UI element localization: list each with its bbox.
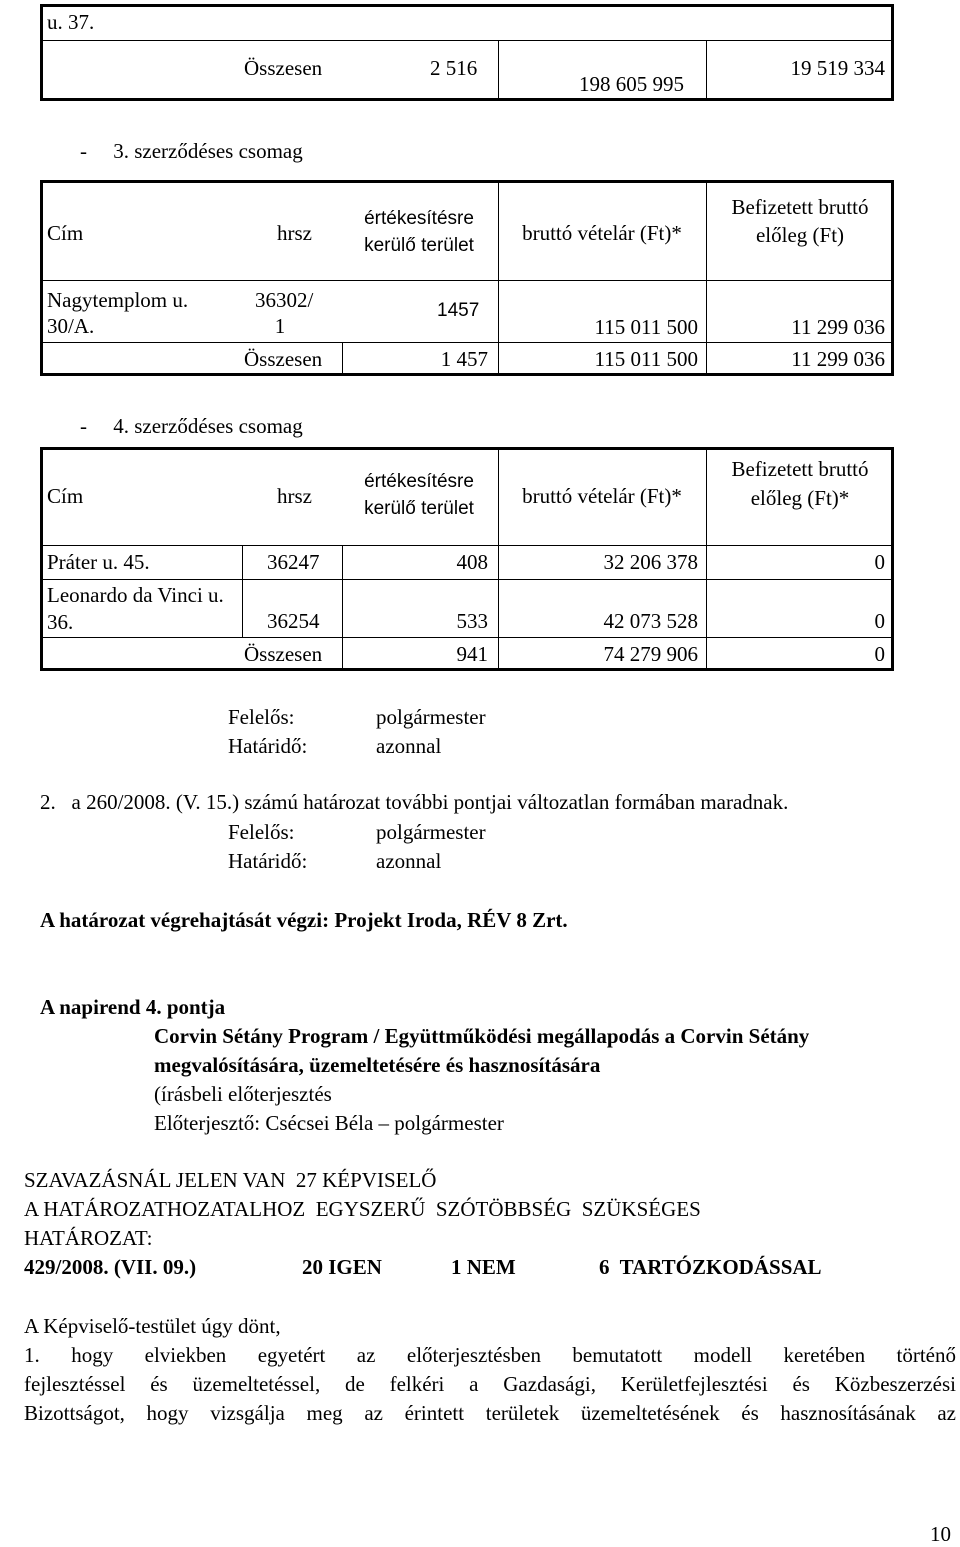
table-4-col-divider: [706, 447, 707, 671]
table-3-row-paid: 11 299 036: [791, 315, 885, 339]
table-3-col-divider: [706, 180, 707, 376]
body-line-1: 1. hogy elviekben egyetért az előterjesztésben bemutatott modell keretében történő: [24, 1343, 956, 1367]
table-3-header-address: Cím: [47, 221, 84, 245]
point-2-text: 2. a 260/2008. (V. 15.) számú határozat további pontjai változatlan formában maradnak.: [40, 790, 789, 814]
table-4-row-1-price: 32 206 378: [603, 550, 698, 574]
table-4-header-divider: [40, 545, 894, 546]
table-1-col-divider: [706, 40, 707, 101]
table-4-row-1-area: 408: [456, 550, 488, 574]
agenda-title-line-2: megvalósítására, üzemeltetésére és hasznosítására: [154, 1053, 601, 1077]
table-3-row-price: 115 011 500: [594, 315, 698, 339]
table-4-header-area: értékesítésre kerülő terület: [364, 471, 474, 519]
table-4-row-2-address: Leonardo da Vinci u. 36.: [47, 583, 224, 634]
page-number: 10: [930, 1522, 951, 1546]
body-intro: A Képviselő-testület úgy dönt,: [24, 1314, 281, 1338]
table-4-row-1-paid: 0: [874, 550, 885, 574]
executor-line: A határozat végrehajtását végzi: Projekt Iroda, RÉV 8 Zrt.: [40, 908, 568, 932]
table-3-row-area: 1457: [437, 300, 480, 321]
table-3-header-divider: [40, 280, 894, 281]
table-1-total-paid: 19 519 334: [790, 56, 885, 80]
table-3-header-paid: Befizetett bruttó előleg (Ft): [731, 195, 869, 247]
table-3-row-address: Nagytemplom u. 30/A.: [47, 288, 189, 338]
table-4-row-divider: [40, 579, 894, 580]
table-4-row-2-hrsz: 36254: [267, 609, 320, 633]
deadline-value: azonnal: [376, 734, 442, 758]
table-3-header-price: bruttó vételár (Ft)*: [522, 221, 682, 245]
table-4-total-paid: 0: [874, 642, 885, 666]
agenda-title-line-1: Corvin Sétány Program / Együttműködési megállapodás a Corvin Sétány: [154, 1024, 810, 1048]
table-3-total-area: 1 457: [440, 347, 488, 371]
table-4-col-divider: [242, 545, 243, 637]
table-4-total-label: Összesen: [244, 642, 323, 666]
decision-number: 429/2008. (VII. 09.): [24, 1255, 197, 1279]
table-1-total-price: 198 605 995: [579, 72, 684, 96]
deadline-value: azonnal: [376, 849, 442, 873]
table-3-total-label: Összesen: [244, 347, 323, 371]
table-3-total-price: 115 011 500: [594, 347, 698, 371]
agenda-presenter: Előterjesztő: Csécsei Béla – polgármester: [154, 1111, 504, 1135]
vote-yes: 20 IGEN: [302, 1255, 382, 1279]
table-1-total-area: 2 516: [430, 56, 478, 80]
table-3-col-divider: [498, 180, 499, 376]
table-4-row-2-paid: 0: [874, 609, 885, 633]
table-3-total-divider: [40, 342, 894, 343]
table-3-total-col-divider: [342, 342, 343, 376]
agenda-label: A napirend 4. pontja: [40, 995, 226, 1019]
vote-no: 1 NEM: [451, 1255, 516, 1279]
table-1-address-cell: u. 37.: [47, 10, 95, 34]
responsible-value: polgármester: [376, 820, 486, 844]
body-line-3: Bizottságot, hogy vizsgálja meg az érintett területek üzemeltetésének és hasznosításának az: [24, 1401, 956, 1425]
table-1: [40, 4, 894, 101]
section-4-heading: - 4. szerződéses csomag: [80, 414, 303, 438]
table-4-row-2-area: 533: [456, 609, 488, 633]
table-4-row-1-hrsz: 36247: [267, 550, 320, 574]
agenda-note: (írásbeli előterjesztés: [154, 1082, 332, 1106]
table-4-total-divider: [40, 637, 894, 638]
table-3-total-paid: 11 299 036: [791, 347, 885, 371]
vote-present: SZAVAZÁSNÁL JELEN VAN 27 KÉPVISELŐ: [24, 1168, 437, 1192]
table-4-header-hrsz: hrsz: [277, 484, 312, 508]
table-4-header-address: Cím: [47, 484, 84, 508]
table-3-header-area: értékesítésre kerülő terület: [364, 208, 474, 256]
table-4-total-price: 74 279 906: [603, 642, 698, 666]
table-1-total-label: Összesen: [244, 56, 323, 80]
table-4-col-divider: [342, 545, 343, 671]
section-3-heading: - 3. szerződéses csomag: [80, 139, 303, 163]
table-4-row-2-price: 42 073 528: [603, 609, 698, 633]
table-4-header-price: bruttó vételár (Ft)*: [522, 484, 682, 508]
vote-abstain: 6 TARTÓZKODÁSSAL: [599, 1255, 822, 1279]
table-3-header-hrsz: hrsz: [277, 221, 312, 245]
body-line-2: fejlesztéssel és üzemeltetéssel, de felkéri a Gazdasági, Kerületfejlesztési és Közbeszerzési: [24, 1372, 956, 1396]
table-4-row-1-address: Práter u. 45.: [47, 550, 150, 574]
table-1-row-divider: [40, 40, 894, 41]
table-4-col-divider: [498, 447, 499, 671]
responsible-label: Felelős:: [228, 705, 295, 729]
table-4-total-area: 941: [456, 642, 488, 666]
table-1-col-divider: [498, 40, 499, 101]
vote-majority: A HATÁROZATHOZATALHOZ EGYSZERŰ SZÓTÖBBSÉG SZÜKSÉGES: [24, 1197, 701, 1221]
table-3-row-hrsz: 36302/ 1: [255, 288, 314, 338]
deadline-label: Határidő:: [228, 849, 308, 873]
decision-label: HATÁROZAT:: [24, 1226, 153, 1250]
table-4-header-paid: Befizetett bruttó előleg (Ft)*: [731, 457, 869, 510]
deadline-label: Határidő:: [228, 734, 308, 758]
responsible-label: Felelős:: [228, 820, 295, 844]
responsible-value: polgármester: [376, 705, 486, 729]
